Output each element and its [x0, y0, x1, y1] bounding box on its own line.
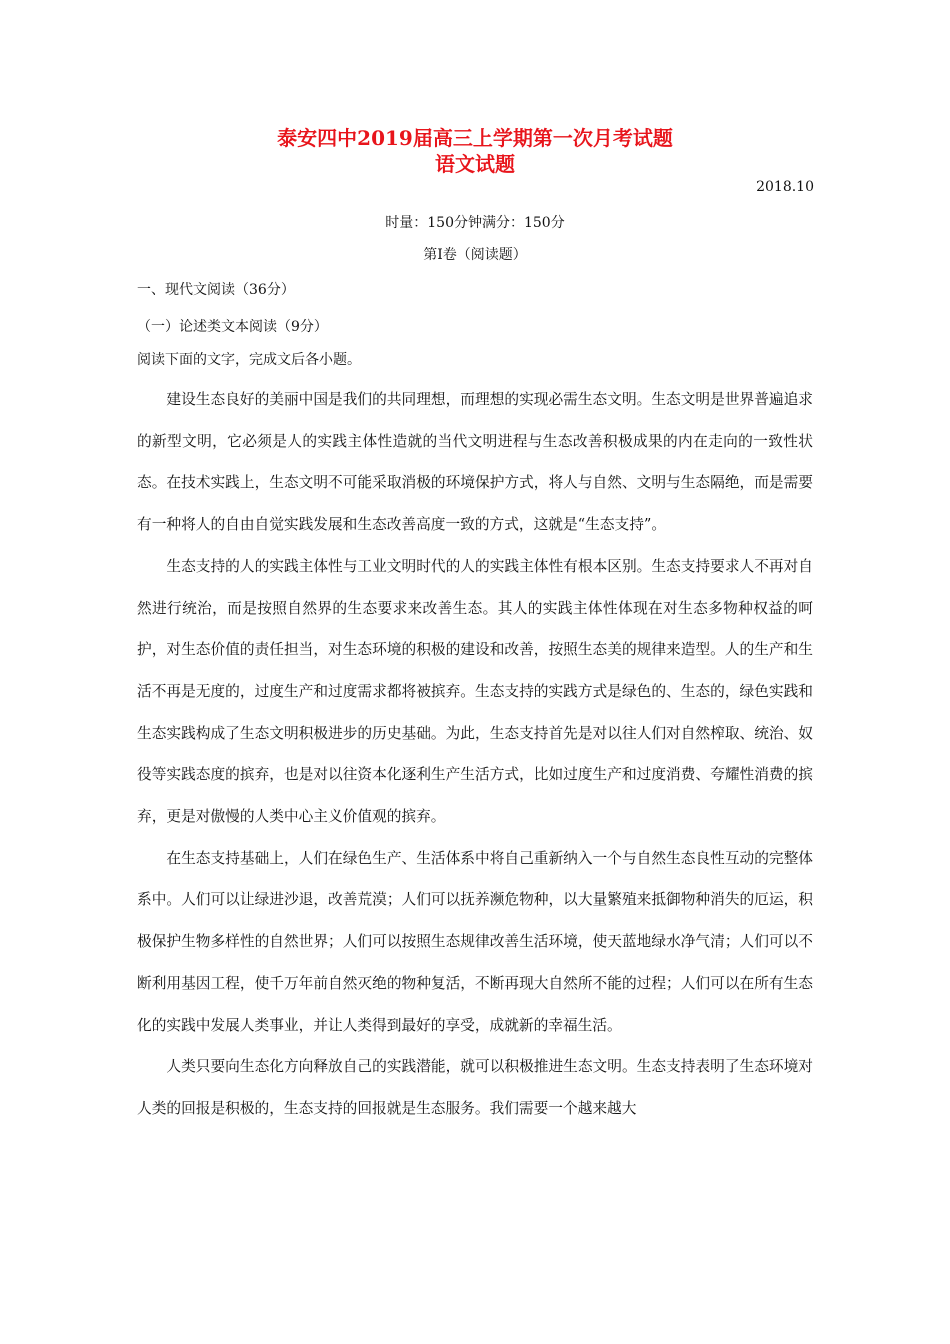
passage-paragraph-2: 生态支持的人的实践主体性与工业文明时代的人的实践主体性有根本区别。生态支持要求人不再对自然进行统治，而是按照自然界的生态要求来改善生态。其人的实践主体性体现在对生态多物种权益的呵护，对生态价值的责任担当，对生态环境的积极的建设和改善，按照生态美的规律来造型。人的生产和生活不再是无度的，过度生产和过度需求都将被摈弃。生态支持的实践方式是绿色的、生态的，绿色实践和生态实践构成了生态文明积极进步的历史基础。为此，生态支持首先是对以往人们对自然榨取、统治、奴役等实践态度的摈弃，也是对以往资本化逐利生产生活方式，比如过度生产和过度消费、夸耀性消费的摈弃，更是对傲慢的人类中心主义价值观的摈弃。: [137, 557, 813, 826]
passage-paragraph-4: 人类只要向生态化方向释放自己的实践潜能，就可以积极推进生态文明。生态支持表明了生态环境对人类的回报是积极的，生态支持的回报就是生态服务。我们需要一个越来越大: [137, 1058, 813, 1117]
passage-paragraph-1: 建设生态良好的美丽中国是我们的共同理想，而理想的实现必需生态文明。生态文明是世界普遍追求的新型文明，它必须是人的实践主体性造就的当代文明进程与生态改善积极成果的内在走向的一致性状态。在技术实践上，生态文明不可能采取消极的环境保护方式，将人与自然、文明与生态隔绝，而是需要有一种将人的自由自觉实践发展和生态改善高度一致的方式，这就是“生态支持”。: [137, 391, 813, 534]
subsection-heading: （一）论述类文本阅读（9分）: [137, 319, 328, 335]
exam-date: 2018.10: [756, 179, 814, 195]
exam-subject-title: 语文试题: [435, 152, 515, 176]
reading-instruction: 阅读下面的文字，完成文后各小题。: [137, 352, 361, 368]
reading-passage: [137, 379, 813, 1130]
time-and-score-info: 时量：150分钟满分：150分: [385, 215, 565, 231]
passage-paragraph-3: 在生态支持基础上，人们在绿色生产、生活体系中将自己重新纳入一个与自然生态良性互动的完整体系中。人们可以让绿进沙退，改善荒漠；人们可以抚养濒危物种，以大量繁殖来抵御物种消失的厄运，积极保护生物多样性的自然世界；人们可以按照生态规律改善生活环境，使天蓝地绿水净气清；人们可以不断利用基因工程，使千万年前自然灭绝的物种复活，不断再现大自然所不能的过程；人们可以在所有生态化的实践中发展人类事业，并让人类得到最好的享受，成就新的幸福生活。: [137, 849, 813, 1034]
volume-heading: 第Ⅰ卷（阅读题）: [423, 247, 527, 263]
exam-title: 泰安四中2019届高三上学期第一次月考试题: [277, 126, 673, 150]
section-heading: 一、现代文阅读（36分）: [137, 282, 295, 298]
